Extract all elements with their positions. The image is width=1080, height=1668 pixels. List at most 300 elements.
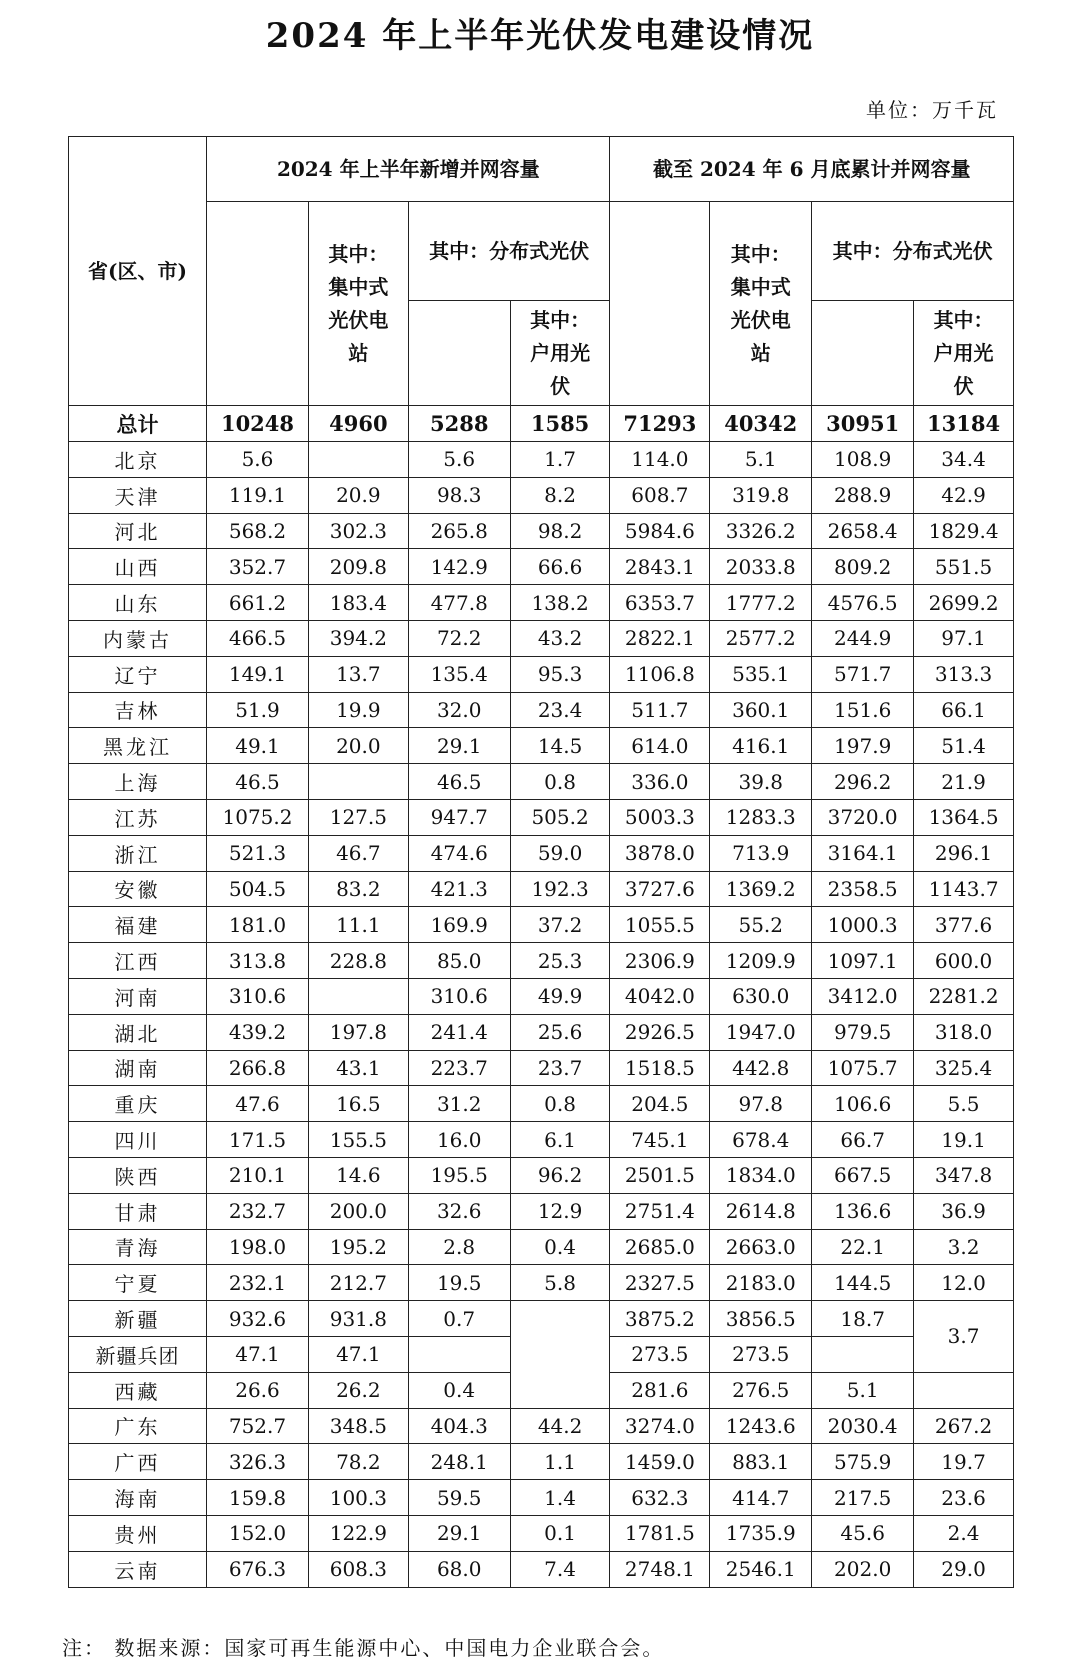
value-cell: 12.0 [914, 1265, 1014, 1301]
value-cell: 267.2 [914, 1408, 1014, 1444]
value-cell: 51.9 [207, 692, 309, 728]
value-cell: 119.1 [207, 477, 309, 513]
value-cell: 29.1 [408, 728, 510, 764]
value-cell: 1283.3 [710, 799, 812, 835]
table-row [69, 1515, 1014, 1551]
unit-label: 单位：万千瓦 [866, 98, 998, 122]
value-cell: 49.9 [510, 978, 610, 1014]
value-cell: 1369.2 [710, 871, 812, 907]
value-cell: 106.6 [812, 1086, 914, 1122]
table-row [69, 585, 1014, 621]
value-cell: 404.3 [408, 1408, 510, 1444]
value-cell: 8.2 [510, 477, 610, 513]
table-row [69, 799, 1014, 835]
page-title: 2024 年上半年光伏发电建设情况 [265, 16, 815, 56]
table-row [69, 1014, 1014, 1050]
value-cell: 1459.0 [610, 1444, 710, 1480]
new-total-header [207, 202, 309, 406]
value-cell: 1.7 [510, 442, 610, 478]
value-cell: 23.7 [510, 1050, 610, 1086]
value-cell: 32.0 [408, 692, 510, 728]
value-cell: 138.2 [510, 585, 610, 621]
value-cell: 5003.3 [610, 799, 710, 835]
value-cell: 313.3 [914, 656, 1014, 692]
table-row [69, 1301, 1014, 1337]
table-row [69, 513, 1014, 549]
value-cell: 2281.2 [914, 978, 1014, 1014]
value-cell: 21.9 [914, 764, 1014, 800]
table-row [69, 1229, 1014, 1265]
source-note: 注： 数据来源：国家可再生能源中心、中国电力企业联合会。 [62, 1636, 665, 1660]
province-name: 内蒙古 [69, 620, 207, 656]
value-cell: 26.6 [207, 1372, 309, 1408]
value-cell: 197.9 [812, 728, 914, 764]
value-cell: 883.1 [710, 1444, 812, 1480]
table-row [69, 871, 1014, 907]
province-name: 甘肃 [69, 1193, 207, 1229]
value-cell: 183.4 [308, 585, 408, 621]
total-value: 4960 [308, 406, 408, 442]
value-cell: 0.8 [510, 764, 610, 800]
province-name: 福建 [69, 907, 207, 943]
value-cell: 228.8 [308, 943, 408, 979]
value-cell: 296.2 [812, 764, 914, 800]
value-cell: 630.0 [710, 978, 812, 1014]
value-cell: 23.4 [510, 692, 610, 728]
value-cell: 296.1 [914, 835, 1014, 871]
value-cell: 3.2 [914, 1229, 1014, 1265]
value-cell: 377.6 [914, 907, 1014, 943]
value-cell: 2751.4 [610, 1193, 710, 1229]
value-cell: 19.9 [308, 692, 408, 728]
value-cell: 348.5 [308, 1408, 408, 1444]
value-cell: 600.0 [914, 943, 1014, 979]
table-body [69, 406, 1014, 1588]
value-cell: 6.1 [510, 1122, 610, 1158]
province-name: 青海 [69, 1229, 207, 1265]
value-cell: 752.7 [207, 1408, 309, 1444]
cum-distributed-total-header [812, 301, 914, 406]
province-name: 重庆 [69, 1086, 207, 1122]
value-cell: 1777.2 [710, 585, 812, 621]
value-cell: 159.8 [207, 1480, 309, 1516]
value-cell: 42.9 [914, 477, 1014, 513]
province-name: 河北 [69, 513, 207, 549]
value-cell: 47.6 [207, 1086, 309, 1122]
value-cell: 614.0 [610, 728, 710, 764]
value-cell: 521.3 [207, 835, 309, 871]
value-cell: 1243.6 [710, 1408, 812, 1444]
value-cell: 49.1 [207, 728, 309, 764]
value-cell: 212.7 [308, 1265, 408, 1301]
province-name: 北京 [69, 442, 207, 478]
value-cell: 244.9 [812, 620, 914, 656]
value-cell: 2501.5 [610, 1157, 710, 1193]
province-name: 江苏 [69, 799, 207, 835]
province-name: 山西 [69, 549, 207, 585]
value-cell: 0.7 [408, 1301, 510, 1337]
value-cell: 46.7 [308, 835, 408, 871]
value-cell: 352.7 [207, 549, 309, 585]
table-row [69, 692, 1014, 728]
value-cell: 318.0 [914, 1014, 1014, 1050]
table-row [69, 835, 1014, 871]
value-cell: 78.2 [308, 1444, 408, 1480]
value-cell: 947.7 [408, 799, 510, 835]
table-row [69, 656, 1014, 692]
table-row [69, 1551, 1014, 1587]
value-cell: 632.3 [610, 1480, 710, 1516]
value-cell: 72.2 [408, 620, 510, 656]
value-cell: 151.6 [812, 692, 914, 728]
value-cell: 571.7 [812, 656, 914, 692]
value-cell: 43.1 [308, 1050, 408, 1086]
value-cell: 198.0 [207, 1229, 309, 1265]
value-cell: 51.4 [914, 728, 1014, 764]
value-cell: 25.3 [510, 943, 610, 979]
table-row [69, 1480, 1014, 1516]
value-cell: 200.0 [308, 1193, 408, 1229]
total-value: 5288 [408, 406, 510, 442]
value-cell: 46.5 [408, 764, 510, 800]
total-label: 总计 [69, 406, 207, 442]
value-cell: 108.9 [812, 442, 914, 478]
province-name: 河南 [69, 978, 207, 1014]
province-header: 省(区、市) [69, 137, 207, 406]
value-cell: 136.6 [812, 1193, 914, 1229]
value-cell: 12.9 [510, 1193, 610, 1229]
province-name: 湖北 [69, 1014, 207, 1050]
value-cell: 273.5 [710, 1336, 812, 1372]
table-row [69, 728, 1014, 764]
value-cell: 197.8 [308, 1014, 408, 1050]
value-cell: 26.2 [308, 1372, 408, 1408]
value-cell: 326.3 [207, 1444, 309, 1480]
value-cell: 347.8 [914, 1157, 1014, 1193]
table-row [69, 1193, 1014, 1229]
value-cell: 5984.6 [610, 513, 710, 549]
value-cell: 5.8 [510, 1265, 610, 1301]
value-cell: 466.5 [207, 620, 309, 656]
value-cell: 2030.4 [812, 1408, 914, 1444]
province-name: 西藏 [69, 1372, 207, 1408]
value-cell: 575.9 [812, 1444, 914, 1480]
value-cell: 155.5 [308, 1122, 408, 1158]
value-cell: 265.8 [408, 513, 510, 549]
new-capacity-header: 2024 年上半年新增并网容量 [207, 137, 610, 202]
value-cell: 1.1 [510, 1444, 610, 1480]
value-cell: 2358.5 [812, 871, 914, 907]
value-cell: 505.2 [510, 799, 610, 835]
value-cell: 44.2 [510, 1408, 610, 1444]
value-cell: 3878.0 [610, 835, 710, 871]
cum-total-header [610, 202, 710, 406]
value-cell: 1364.5 [914, 799, 1014, 835]
value-cell: 2.4 [914, 1515, 1014, 1551]
value-cell: 2033.8 [710, 549, 812, 585]
value-cell: 281.6 [610, 1372, 710, 1408]
value-cell: 1097.1 [812, 943, 914, 979]
value-cell: 0.8 [510, 1086, 610, 1122]
value-cell: 0.4 [510, 1229, 610, 1265]
value-cell: 127.5 [308, 799, 408, 835]
value-cell: 5.6 [408, 442, 510, 478]
value-cell: 202.0 [812, 1551, 914, 1587]
cum-household-header: 其中：户用光伏 [914, 301, 1014, 406]
province-name: 宁夏 [69, 1265, 207, 1301]
value-cell: 1055.5 [610, 907, 710, 943]
table-row [69, 1444, 1014, 1480]
value-cell: 394.2 [308, 620, 408, 656]
value-cell: 2306.9 [610, 943, 710, 979]
province-name: 四川 [69, 1122, 207, 1158]
value-cell: 7.4 [510, 1551, 610, 1587]
value-cell: 223.7 [408, 1050, 510, 1086]
value-cell: 3274.0 [610, 1408, 710, 1444]
value-cell: 23.6 [914, 1480, 1014, 1516]
value-cell: 1735.9 [710, 1515, 812, 1551]
total-value: 13184 [914, 406, 1014, 442]
value-cell: 16.5 [308, 1086, 408, 1122]
province-name: 山东 [69, 585, 207, 621]
value-cell: 19.5 [408, 1265, 510, 1301]
value-cell: 1.4 [510, 1480, 610, 1516]
value-cell: 535.1 [710, 656, 812, 692]
total-value: 40342 [710, 406, 812, 442]
value-cell: 37.2 [510, 907, 610, 943]
value-cell: 809.2 [812, 549, 914, 585]
value-cell: 47.1 [308, 1336, 408, 1372]
value-cell: 39.8 [710, 764, 812, 800]
table-row [69, 943, 1014, 979]
value-cell: 608.3 [308, 1551, 408, 1587]
value-cell: 551.5 [914, 549, 1014, 585]
merged-household-cum-cell: 3.7 [914, 1301, 1014, 1373]
value-cell: 204.5 [610, 1086, 710, 1122]
value-cell: 1209.9 [710, 943, 812, 979]
value-cell: 2843.1 [610, 549, 710, 585]
new-centralized-header: 其中：集中式光伏电站 [308, 202, 408, 406]
value-cell: 416.1 [710, 728, 812, 764]
value-cell: 2822.1 [610, 620, 710, 656]
value-cell: 310.6 [207, 978, 309, 1014]
total-value: 71293 [610, 406, 710, 442]
table-row [69, 1050, 1014, 1086]
value-cell: 14.5 [510, 728, 610, 764]
value-cell: 59.0 [510, 835, 610, 871]
table-row [69, 1086, 1014, 1122]
value-cell: 360.1 [710, 692, 812, 728]
value-cell: 34.4 [914, 442, 1014, 478]
value-cell: 210.1 [207, 1157, 309, 1193]
value-cell: 1075.7 [812, 1050, 914, 1086]
value-cell: 2614.8 [710, 1193, 812, 1229]
province-name: 上海 [69, 764, 207, 800]
value-cell: 47.1 [207, 1336, 309, 1372]
province-name: 湖南 [69, 1050, 207, 1086]
value-cell: 474.6 [408, 835, 510, 871]
province-name: 天津 [69, 477, 207, 513]
value-cell: 2685.0 [610, 1229, 710, 1265]
merged-household-new-cell [510, 1301, 610, 1408]
value-cell: 169.9 [408, 907, 510, 943]
value-cell: 667.5 [812, 1157, 914, 1193]
value-cell: 32.6 [408, 1193, 510, 1229]
value-cell: 313.8 [207, 943, 309, 979]
value-cell: 504.5 [207, 871, 309, 907]
value-cell: 20.9 [308, 477, 408, 513]
cum-distributed-header: 其中：分布式光伏 [812, 202, 1014, 301]
value-cell: 2.8 [408, 1229, 510, 1265]
value-cell: 3727.6 [610, 871, 710, 907]
value-cell: 209.8 [308, 549, 408, 585]
value-cell: 310.6 [408, 978, 510, 1014]
table-row [69, 1408, 1014, 1444]
value-cell: 661.2 [207, 585, 309, 621]
value-cell: 2658.4 [812, 513, 914, 549]
table-row [69, 477, 1014, 513]
empty-cell [408, 1336, 510, 1372]
value-cell: 439.2 [207, 1014, 309, 1050]
province-name: 浙江 [69, 835, 207, 871]
province-name: 安徽 [69, 871, 207, 907]
total-value: 10248 [207, 406, 309, 442]
value-cell: 477.8 [408, 585, 510, 621]
value-cell: 1143.7 [914, 871, 1014, 907]
value-cell: 66.7 [812, 1122, 914, 1158]
value-cell: 98.2 [510, 513, 610, 549]
table-row [69, 1122, 1014, 1158]
value-cell: 1834.0 [710, 1157, 812, 1193]
total-value: 30951 [812, 406, 914, 442]
value-cell: 1829.4 [914, 513, 1014, 549]
value-cell: 3720.0 [812, 799, 914, 835]
value-cell: 66.1 [914, 692, 1014, 728]
value-cell: 45.6 [812, 1515, 914, 1551]
value-cell [308, 442, 408, 478]
value-cell: 232.1 [207, 1265, 309, 1301]
province-name: 新疆 [69, 1301, 207, 1337]
value-cell: 36.9 [914, 1193, 1014, 1229]
value-cell: 149.1 [207, 656, 309, 692]
value-cell: 979.5 [812, 1014, 914, 1050]
value-cell: 932.6 [207, 1301, 309, 1337]
value-cell: 96.2 [510, 1157, 610, 1193]
value-cell: 414.7 [710, 1480, 812, 1516]
value-cell: 336.0 [610, 764, 710, 800]
value-cell: 5.6 [207, 442, 309, 478]
value-cell: 0.4 [408, 1372, 510, 1408]
value-cell: 1947.0 [710, 1014, 812, 1050]
value-cell: 678.4 [710, 1122, 812, 1158]
value-cell: 288.9 [812, 477, 914, 513]
value-cell: 100.3 [308, 1480, 408, 1516]
value-cell: 319.8 [710, 477, 812, 513]
value-cell: 66.6 [510, 549, 610, 585]
total-row [69, 406, 1014, 442]
value-cell: 1075.2 [207, 799, 309, 835]
table-row [69, 442, 1014, 478]
value-cell: 152.0 [207, 1515, 309, 1551]
value-cell: 568.2 [207, 513, 309, 549]
table-row [69, 620, 1014, 656]
value-cell: 5.5 [914, 1086, 1014, 1122]
value-cell: 325.4 [914, 1050, 1014, 1086]
value-cell: 192.3 [510, 871, 610, 907]
value-cell: 2663.0 [710, 1229, 812, 1265]
value-cell: 25.6 [510, 1014, 610, 1050]
value-cell: 19.7 [914, 1444, 1014, 1480]
table-row [69, 764, 1014, 800]
value-cell: 248.1 [408, 1444, 510, 1480]
value-cell: 2577.2 [710, 620, 812, 656]
value-cell: 181.0 [207, 907, 309, 943]
value-cell [308, 978, 408, 1014]
value-cell: 217.5 [812, 1480, 914, 1516]
new-distributed-header: 其中：分布式光伏 [408, 202, 610, 301]
value-cell: 83.2 [308, 871, 408, 907]
value-cell: 97.1 [914, 620, 1014, 656]
province-name: 广西 [69, 1444, 207, 1480]
value-cell: 142.9 [408, 549, 510, 585]
value-cell: 55.2 [710, 907, 812, 943]
value-cell: 442.8 [710, 1050, 812, 1086]
value-cell: 19.1 [914, 1122, 1014, 1158]
value-cell: 97.8 [710, 1086, 812, 1122]
value-cell: 745.1 [610, 1122, 710, 1158]
value-cell: 195.2 [308, 1229, 408, 1265]
province-name: 贵州 [69, 1515, 207, 1551]
value-cell: 171.5 [207, 1122, 309, 1158]
value-cell: 59.5 [408, 1480, 510, 1516]
new-household-header: 其中：户用光伏 [510, 301, 610, 406]
value-cell: 931.8 [308, 1301, 408, 1337]
value-cell: 3164.1 [812, 835, 914, 871]
value-cell: 713.9 [710, 835, 812, 871]
value-cell: 676.3 [207, 1551, 309, 1587]
province-name: 江西 [69, 943, 207, 979]
value-cell: 144.5 [812, 1265, 914, 1301]
value-cell: 31.2 [408, 1086, 510, 1122]
value-cell: 2748.1 [610, 1551, 710, 1587]
value-cell: 195.5 [408, 1157, 510, 1193]
value-cell: 1106.8 [610, 656, 710, 692]
value-cell: 273.5 [610, 1336, 710, 1372]
value-cell: 16.0 [408, 1122, 510, 1158]
value-cell: 20.0 [308, 728, 408, 764]
value-cell: 2699.2 [914, 585, 1014, 621]
new-distributed-total-header [408, 301, 510, 406]
province-name: 黑龙江 [69, 728, 207, 764]
province-name: 云南 [69, 1551, 207, 1587]
cum-centralized-header: 其中：集中式光伏电站 [710, 202, 812, 406]
table-row [69, 549, 1014, 585]
value-cell: 98.3 [408, 477, 510, 513]
value-cell: 0.1 [510, 1515, 610, 1551]
value-cell: 232.7 [207, 1193, 309, 1229]
value-cell: 5.1 [710, 442, 812, 478]
value-cell: 241.4 [408, 1014, 510, 1050]
value-cell: 511.7 [610, 692, 710, 728]
value-cell: 43.2 [510, 620, 610, 656]
value-cell: 122.9 [308, 1515, 408, 1551]
province-name: 广东 [69, 1408, 207, 1444]
value-cell: 266.8 [207, 1050, 309, 1086]
province-name: 陕西 [69, 1157, 207, 1193]
value-cell: 11.1 [308, 907, 408, 943]
value-cell: 29.1 [408, 1515, 510, 1551]
value-cell: 3875.2 [610, 1301, 710, 1337]
